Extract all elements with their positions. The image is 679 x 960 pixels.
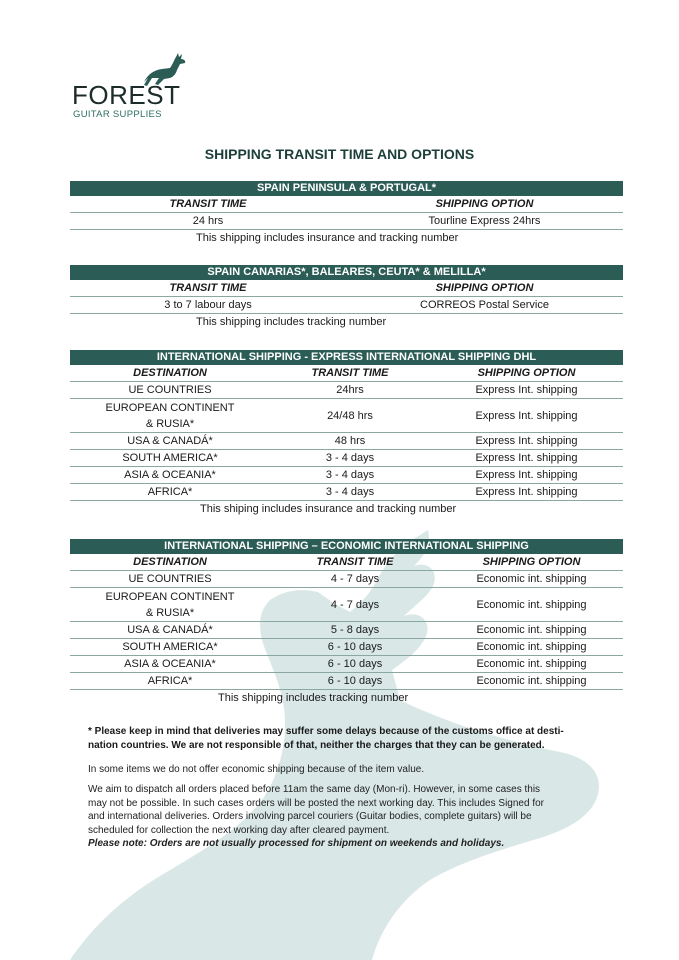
section-spain-canarias — [70, 265, 623, 330]
section-economic-international — [70, 539, 623, 706]
destination-cell: SOUTH AMERICA* — [122, 452, 218, 464]
disclaimer-line: * Please keep in mind that deliveries may suffer some delays because of the customs office at desti- — [88, 726, 564, 737]
page-title: SHIPPING TRANSIT TIME AND OPTIONS — [204, 146, 475, 162]
section-note: This shipping includes tracking number — [196, 316, 387, 328]
table-row — [70, 484, 623, 501]
destination-cell: ASIA & OCEANIA* — [124, 658, 216, 670]
option-cell: Express Int. shipping — [475, 469, 578, 481]
destination-line: & RUSIA* — [145, 606, 195, 619]
section-heading: INTERNATIONAL SHIPPING – ECONOMIC INTERNATIONAL SHIPPING — [70, 539, 623, 554]
table-row — [70, 622, 623, 639]
col-shipping-option: SHIPPING OPTION — [435, 282, 534, 294]
col-shipping-option: SHIPPING OPTION — [482, 556, 581, 568]
transit-cell: 4 - 7 days — [330, 598, 380, 611]
destination-cell: SOUTH AMERICA* — [122, 641, 218, 653]
option-cell: Economic int. shipping — [476, 641, 587, 653]
destination-cell — [70, 589, 270, 621]
section-note: This shipping includes tracking number — [218, 692, 409, 704]
col-transit-time: TRANSIT TIME — [311, 367, 389, 379]
section-note: This shiping includes insurance and tracking number — [200, 503, 457, 515]
destination-cell: USA & CANADÁ* — [127, 435, 213, 447]
section-note: This shipping includes insurance and tracking number — [196, 232, 459, 244]
col-transit-time: TRANSIT TIME — [169, 282, 247, 294]
option-cell: Economic int. shipping — [476, 598, 587, 611]
transit-cell: 3 - 4 days — [325, 452, 375, 464]
destination-line: EUROPEAN CONTINENT — [105, 590, 235, 603]
table-row — [70, 382, 623, 399]
customs-disclaimer — [88, 725, 588, 753]
dispatch-paragraph — [88, 783, 598, 851]
table-row — [70, 656, 623, 673]
transit-cell: 48 hrs — [334, 435, 366, 447]
section-heading: INTERNATIONAL SHIPPING - EXPRESS INTERNATIONAL SHIPPING DHL — [70, 350, 623, 365]
option-cell: Economic int. shipping — [476, 624, 587, 636]
col-transit-time: TRANSIT TIME — [169, 198, 247, 210]
transit-cell: 24/48 hrs — [327, 409, 373, 422]
col-destination: DESTINATION — [133, 556, 207, 568]
option-cell: Economic int. shipping — [476, 675, 587, 687]
table-row — [70, 297, 623, 314]
section-express-international — [70, 350, 623, 517]
option-cell: Tourline Express 24hrs — [428, 215, 541, 227]
destination-cell: AFRICA* — [147, 486, 193, 498]
table-row — [70, 399, 623, 433]
disclaimer-line: nation countries. We are not responsible of that, neither the charges that they can be generated. — [88, 740, 545, 751]
transit-cell: 6 - 10 days — [327, 675, 383, 687]
table-row — [70, 588, 623, 622]
transit-cell: 3 - 4 days — [325, 486, 375, 498]
destination-cell — [70, 400, 270, 432]
destination-cell: AFRICA* — [147, 675, 193, 687]
transit-cell: 3 - 4 days — [325, 469, 375, 481]
destination-line: & RUSIA* — [145, 417, 195, 430]
table-row — [70, 639, 623, 656]
transit-cell: 4 - 7 days — [330, 573, 380, 585]
option-cell: Express Int. shipping — [475, 435, 578, 447]
option-cell: Express Int. shipping — [475, 486, 578, 498]
destination-cell: UE COUNTRIES — [128, 573, 212, 585]
table-row — [70, 571, 623, 588]
transit-cell: 6 - 10 days — [327, 641, 383, 653]
option-cell: CORREOS Postal Service — [420, 299, 549, 311]
col-destination: DESTINATION — [133, 367, 207, 379]
dispatch-line: and international deliveries. Orders involving parcel couriers (Guitar bodies, complete guitars) will be — [88, 811, 532, 822]
table-header — [70, 196, 623, 213]
logo-wordmark: FOREST — [72, 80, 181, 110]
table-row — [70, 673, 623, 690]
section-heading: SPAIN PENINSULA & PORTUGAL* — [70, 181, 623, 196]
table-header — [70, 365, 623, 382]
table-row — [70, 450, 623, 467]
table-header — [70, 554, 623, 571]
table-header — [70, 280, 623, 297]
option-cell: Express Int. shipping — [475, 452, 578, 464]
transit-cell: 3 to 7 labour days — [164, 299, 252, 311]
table-row — [70, 467, 623, 484]
logo-tagline: GUITAR SUPPLIES — [73, 109, 162, 120]
col-shipping-option: SHIPPING OPTION — [435, 198, 534, 210]
destination-cell: UE COUNTRIES — [128, 384, 212, 396]
destination-cell: USA & CANADÁ* — [127, 624, 213, 636]
option-cell: Express Int. shipping — [475, 384, 578, 396]
table-row — [70, 213, 623, 230]
option-cell: Economic int. shipping — [476, 573, 587, 585]
weekend-note: Please note: Orders are not usually processed for shipment on weekends and holidays. — [88, 838, 505, 849]
destination-cell: ASIA & OCEANIA* — [124, 469, 216, 481]
transit-cell: 24 hrs — [192, 215, 224, 227]
transit-cell: 24hrs — [336, 384, 364, 396]
economic-note: In some items we do not offer economic shipping because of the item value. — [88, 764, 425, 775]
dispatch-line: scheduled for collection the next working day after cleared payment. — [88, 824, 390, 836]
dispatch-line: may not be possible. In such cases orders will be posted the next working day. This includes Signed for — [88, 797, 544, 809]
transit-cell: 5 - 8 days — [330, 624, 380, 636]
section-heading: SPAIN CANARIAS*, BALEARES, CEUTA* & MELILLA* — [70, 265, 623, 280]
option-cell: Express Int. shipping — [475, 409, 578, 422]
col-transit-time: TRANSIT TIME — [316, 556, 394, 568]
transit-cell: 6 - 10 days — [327, 658, 383, 670]
destination-line: EUROPEAN CONTINENT — [105, 401, 235, 414]
section-spain-peninsula — [70, 181, 623, 246]
col-shipping-option: SHIPPING OPTION — [477, 367, 576, 379]
dispatch-line: We aim to dispatch all orders placed before 11am the same day (Mon-ri). However, in some cases this — [88, 784, 541, 795]
option-cell: Economic int. shipping — [476, 658, 587, 670]
table-row — [70, 433, 623, 450]
